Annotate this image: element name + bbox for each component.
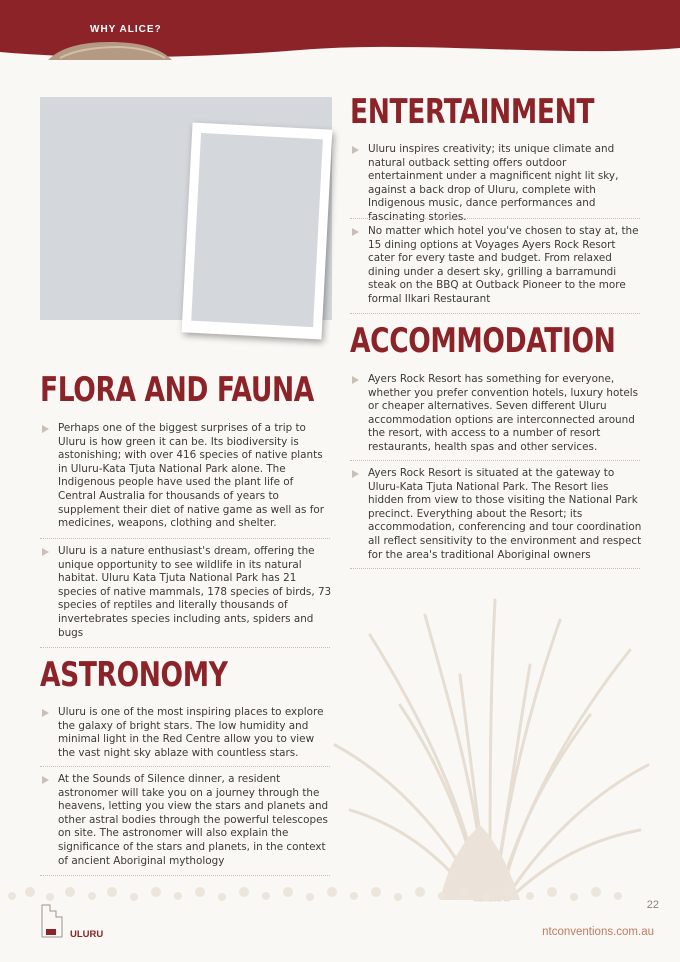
divider — [40, 647, 330, 648]
bullet-arrow-icon — [352, 470, 359, 478]
page-header — [0, 0, 680, 70]
polaroid-image — [191, 133, 323, 327]
entertainment-bullet-1: Uluru inspires creativity; its unique climate and natural outback setting offers outdoor entertainment under a magnificent night lit sky, against a back drop of Uluru, complete with Indigenous music, dance performances and fascinating stories. — [350, 143, 642, 225]
bullet-arrow-icon — [352, 146, 359, 154]
divider — [350, 218, 640, 219]
accommodation-heading: ACCOMMODATION — [350, 321, 616, 361]
divider — [350, 313, 640, 314]
bullet-arrow-icon — [352, 228, 359, 236]
divider — [40, 538, 330, 539]
astronomy-heading: ASTRONOMY — [40, 655, 228, 695]
flora-fauna-heading: FLORA AND FAUNA — [40, 370, 314, 410]
bullet-arrow-icon — [42, 548, 49, 556]
flora-fauna-bullet-1: Perhaps one of the biggest surprises of a trip to Uluru is how green it can be. Its biodiversity is astonishing; with over 416 species of native plants in Uluru-Kata Tjuta National Park alone. The Indigenous people have used the plant life of Central Australia for thousands of years to supplement their diet of native game as well as for medicines, weapons, clothing and shelter. — [40, 422, 332, 531]
divider — [40, 875, 330, 876]
divider — [350, 568, 640, 569]
astronomy-bullet-2: At the Sounds of Silence dinner, a resident astronomer will take you on a journey through the heavens, letting you view the stars and planets and other astral bodies through the powerful telescopes on site. The astronomer will also explain the significance of the stars and planets, in the context of ancient Aboriginal mythology — [40, 773, 332, 868]
entertainment-heading: ENTERTAINMENT — [350, 92, 595, 132]
dot-pattern-band — [0, 880, 680, 910]
section-label: WHY ALICE? — [90, 24, 162, 35]
spinifex-grass-illustration — [330, 595, 650, 905]
bullet-arrow-icon — [42, 709, 49, 717]
divider — [350, 460, 640, 461]
bullet-arrow-icon — [352, 376, 359, 384]
divider — [40, 766, 330, 767]
polaroid-photo — [182, 122, 333, 339]
flora-fauna-bullet-2: Uluru is a nature enthusiast's dream, offering the unique opportunity to see wildlife in its natural habitat. Uluru Kata Tjuta National Park has 21 species of native mammals, 178 species of birds, 73 species of reptiles and literally thousands of invertebrates species including ants, spiders and bugs — [40, 545, 332, 640]
footer-place: ULURU — [70, 929, 104, 940]
bullet-arrow-icon — [42, 776, 49, 784]
footer-url[interactable]: ntconventions.com.au — [542, 926, 654, 938]
accommodation-bullet-2: Ayers Rock Resort is situated at the gateway to Uluru-Kata Tjuta National Park. The Resort lies hidden from view to those visiting the National Park precinct. Everything about the Resort; its accommodation, conferencing and tour coordination all reflect sensitivity to the environment and respect for the area's traditional Aboriginal owners — [350, 467, 642, 562]
header-banner — [0, 0, 680, 70]
astronomy-bullet-1: Uluru is one of the most inspiring places to explore the galaxy of bright stars. The low humidity and minimal light in the Red Centre allow you to view the vast night sky ablaze with countless stars. — [40, 706, 332, 760]
nt-logo-icon — [40, 903, 64, 939]
accommodation-bullet-1: Ayers Rock Resort has something for everyone, whether you prefer convention hotels, luxury hotels or cheaper alternatives. Seven different Uluru accommodation options are interconnected around the resort, with access to a number of resort restaurants, health spas and other services. — [350, 373, 642, 455]
page-number: 22 — [646, 899, 659, 911]
bullet-arrow-icon — [42, 425, 49, 433]
entertainment-bullet-2: No matter which hotel you've chosen to stay at, the 15 dining options at Voyages Ayers Rock Resort cater for every taste and budget. From relaxed dining under a desert sky, grilling a barramundi steak on the BBQ at Outback Pioneer to the more formal Ilkari Restaurant — [350, 225, 642, 307]
